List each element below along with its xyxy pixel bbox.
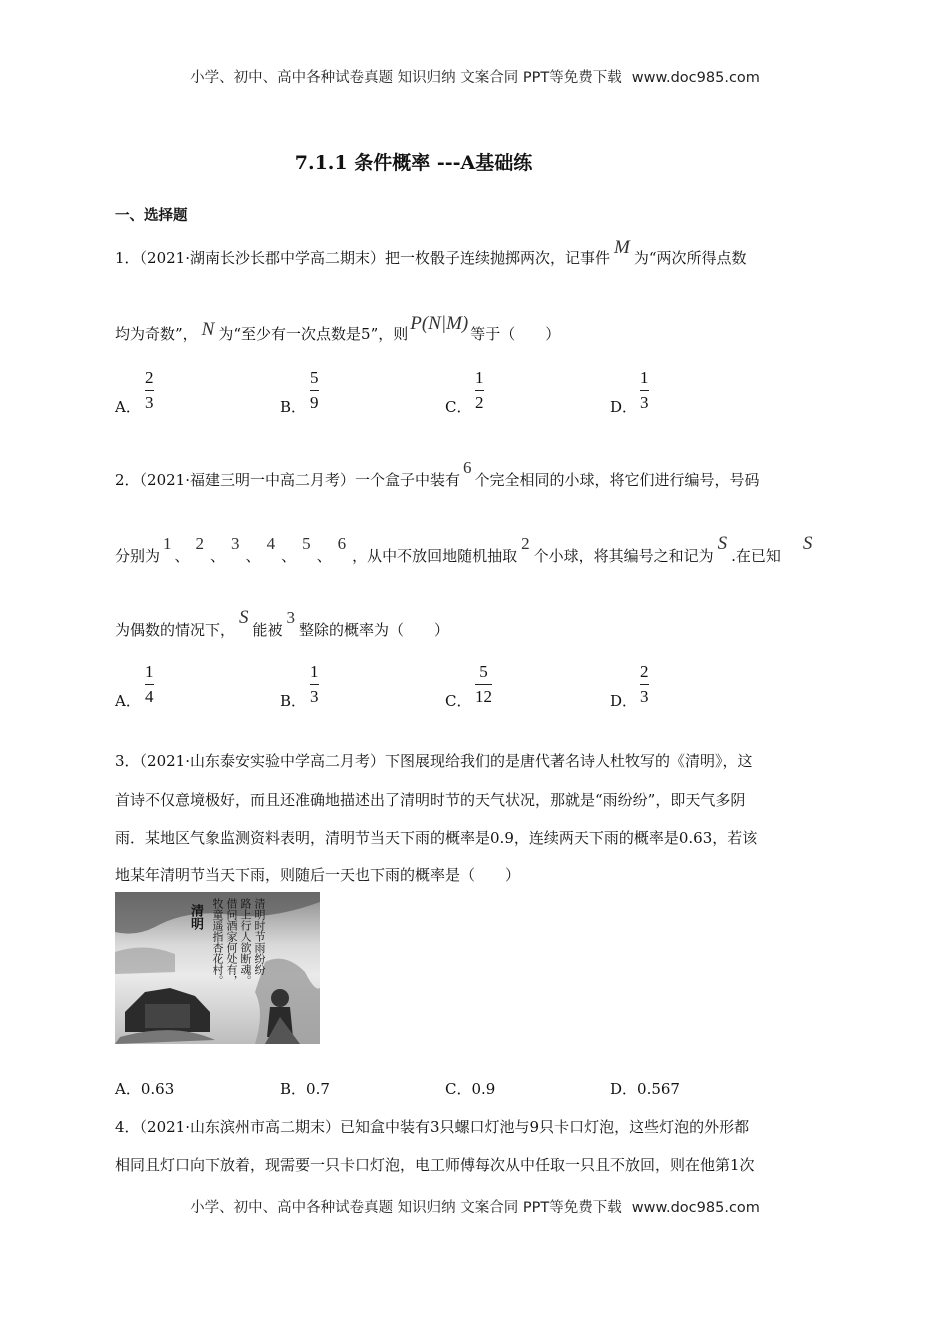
q2-option-fraction: [145, 661, 154, 708]
q3-line-4: 地某年清明节当天下雨，则随后一天也下雨的概率是（ ）: [115, 866, 521, 884]
option-letter: D．: [610, 1080, 638, 1098]
q2-text: 、: [316, 547, 332, 565]
q2-text: 、: [210, 547, 226, 565]
fraction-denominator: 3: [640, 393, 649, 412]
option-value: 0.63: [140, 1080, 175, 1098]
q2-option-fraction: [475, 661, 492, 708]
q4-line-1: 4．（2021·山东滨州市高二期末）已知盒中装有3只螺口灯池与9只卡口灯泡，这些灯泡的外形都: [115, 1118, 750, 1136]
header-banner-url[interactable]: www.doc985.com: [631, 70, 760, 86]
fraction-denominator: 3: [145, 393, 154, 412]
fraction-numerator: 1: [640, 368, 649, 387]
q2-option-b[interactable]: B．: [280, 692, 307, 710]
q2-text: 能被: [252, 621, 283, 639]
q1-option-a[interactable]: A．: [115, 398, 141, 416]
q2-text: 为偶数的情况下，: [115, 621, 236, 639]
q3-option-c[interactable]: [445, 1078, 495, 1099]
q1-line-1: [115, 237, 747, 269]
fraction-numerator: 1: [475, 368, 484, 387]
q1-text: 等于（ ）: [470, 325, 561, 343]
q2-text: 、: [281, 547, 297, 565]
q2-number: 6: [337, 534, 347, 553]
poem-column-1: 清明时节雨纷纷: [253, 898, 266, 975]
q3-line-1: 3．（2021·山东泰安实验中学高二月考）下图展现给我们的是唐代著名诗人杜牧写的《清明》，这: [115, 752, 753, 770]
fraction-denominator: 12: [475, 687, 492, 706]
fraction-denominator: 3: [310, 687, 319, 706]
q2-line-1: [115, 458, 760, 490]
footer-banner: [0, 1196, 950, 1217]
q1-conditional-expr: P(N|M): [410, 313, 469, 334]
fraction-numerator: 2: [145, 368, 154, 387]
option-letter: C．: [445, 1080, 472, 1098]
q1-option-c[interactable]: C．: [445, 398, 472, 416]
header-banner-text: 小学、初中、高中各种试卷真题 知识归纳 文案合同 PPT等免费下载: [190, 70, 622, 86]
q2-line-3: [115, 607, 450, 641]
q2-number: 2: [195, 534, 205, 553]
poem-column-2: 路上行人欲断魂。: [239, 898, 252, 986]
fraction-bar: [145, 684, 154, 685]
q1-text: 均为奇数”，: [115, 325, 198, 343]
q2-number: 5: [302, 534, 311, 553]
poem-title: 清明: [188, 904, 203, 930]
fraction-numerator: 1: [310, 662, 319, 681]
q2-option-a[interactable]: A．: [115, 692, 141, 710]
q1-option-fraction: [475, 367, 484, 414]
footer-banner-url[interactable]: www.doc985.com: [631, 1200, 760, 1216]
q2-option-fraction: [640, 661, 649, 708]
q2-text: 2．（2021·福建三明一中高二月考）一个盒子中装有: [115, 471, 460, 489]
q1-option-d[interactable]: D．: [610, 398, 638, 416]
q3-option-a[interactable]: [115, 1078, 174, 1099]
fraction-numerator: 2: [640, 662, 649, 681]
qingming-illustration: [115, 892, 320, 1044]
q2-number: 4: [266, 534, 276, 553]
q2-text: 分别为: [115, 547, 161, 565]
q2-number: 1: [163, 534, 172, 553]
q2-sum-s: S: [717, 533, 728, 554]
q2-number: 2: [521, 534, 530, 553]
fraction-denominator: 9: [310, 393, 319, 412]
q1-event-m: M: [614, 237, 630, 258]
q2-text: 个小球，将其编号之和记为: [533, 547, 714, 565]
q1-text: 为“两次所得点数: [633, 249, 747, 267]
q1-option-fraction: [145, 367, 154, 414]
q1-text: 1．（2021·湖南长沙长郡中学高二期末）把一枚骰子连续抛掷两次，记事件: [115, 249, 610, 267]
q1-text: 为“至少有一次点数是5”，则: [218, 325, 409, 343]
fraction-numerator: 1: [145, 662, 154, 681]
fraction-denominator: 4: [145, 687, 154, 706]
fraction-bar: [475, 390, 484, 391]
q4-line-2: 相同且灯口向下放着，现需要一只卡口灯泡，电工师傅每次从中任取一只且不放回，则在他第1次: [115, 1156, 755, 1174]
q2-text: ，从中不放回地随机抽取: [352, 547, 518, 565]
q3-option-d[interactable]: [610, 1078, 680, 1099]
option-letter: B．: [280, 1080, 307, 1098]
q2-sum-s: S: [239, 607, 249, 628]
q2-number: 3: [286, 608, 296, 627]
q2-sum-s: S: [802, 533, 813, 554]
section-heading: 一、选择题: [115, 207, 188, 224]
q3-option-b[interactable]: [280, 1078, 330, 1099]
fraction-bar: [145, 390, 154, 391]
q2-text: 、: [245, 547, 261, 565]
q1-line-2: [115, 313, 561, 345]
option-value: 0.567: [637, 1080, 680, 1098]
q2-number: 3: [231, 534, 240, 553]
fraction-denominator: 3: [640, 687, 649, 706]
fraction-bar: [310, 684, 319, 685]
option-value: 0.9: [471, 1080, 496, 1098]
poem-column-3: 借问酒家何处有，: [225, 898, 238, 986]
poem-column-4: 牧童遥指杏花村。: [211, 898, 224, 986]
q2-text: .在已知: [731, 547, 781, 565]
header-banner: [0, 66, 950, 87]
q1-option-fraction: [640, 367, 649, 414]
q2-option-c[interactable]: C．: [445, 692, 472, 710]
q2-option-d[interactable]: D．: [610, 692, 638, 710]
fraction-numerator: 5: [479, 662, 488, 681]
fraction-denominator: 2: [475, 393, 484, 412]
fraction-bar: [475, 684, 492, 685]
page-title: 7.1.1 条件概率 ---A基础练: [294, 152, 533, 174]
fraction-bar: [640, 684, 649, 685]
option-letter: A．: [115, 1080, 141, 1098]
fraction-bar: [640, 390, 649, 391]
footer-banner-text: 小学、初中、高中各种试卷真题 知识归纳 文案合同 PPT等免费下载: [190, 1200, 622, 1216]
fraction-bar: [310, 390, 319, 391]
q2-option-fraction: [310, 661, 319, 708]
q2-line-2: [115, 533, 813, 567]
option-value: 0.7: [306, 1080, 330, 1098]
q1-option-b[interactable]: B．: [280, 398, 307, 416]
q2-text: 、: [174, 547, 190, 565]
q3-line-2: 首诗不仅意境极好，而且还准确地描述出了清明时节的天气状况，那就是“雨纷纷”，即天气多阴: [115, 791, 746, 809]
q3-line-3: 雨．某地区气象监测资料表明，清明节当天下雨的概率是0.9，连续两天下雨的概率是0.63，若该: [115, 829, 758, 847]
fraction-numerator: 5: [310, 368, 319, 387]
q1-option-fraction: [310, 367, 319, 414]
q2-number: 6: [463, 458, 472, 477]
q1-event-n: N: [201, 319, 215, 340]
q2-text: 个完全相同的小球，将它们进行编号，号码: [474, 471, 760, 489]
q2-text: 整除的概率为（ ）: [299, 621, 450, 639]
